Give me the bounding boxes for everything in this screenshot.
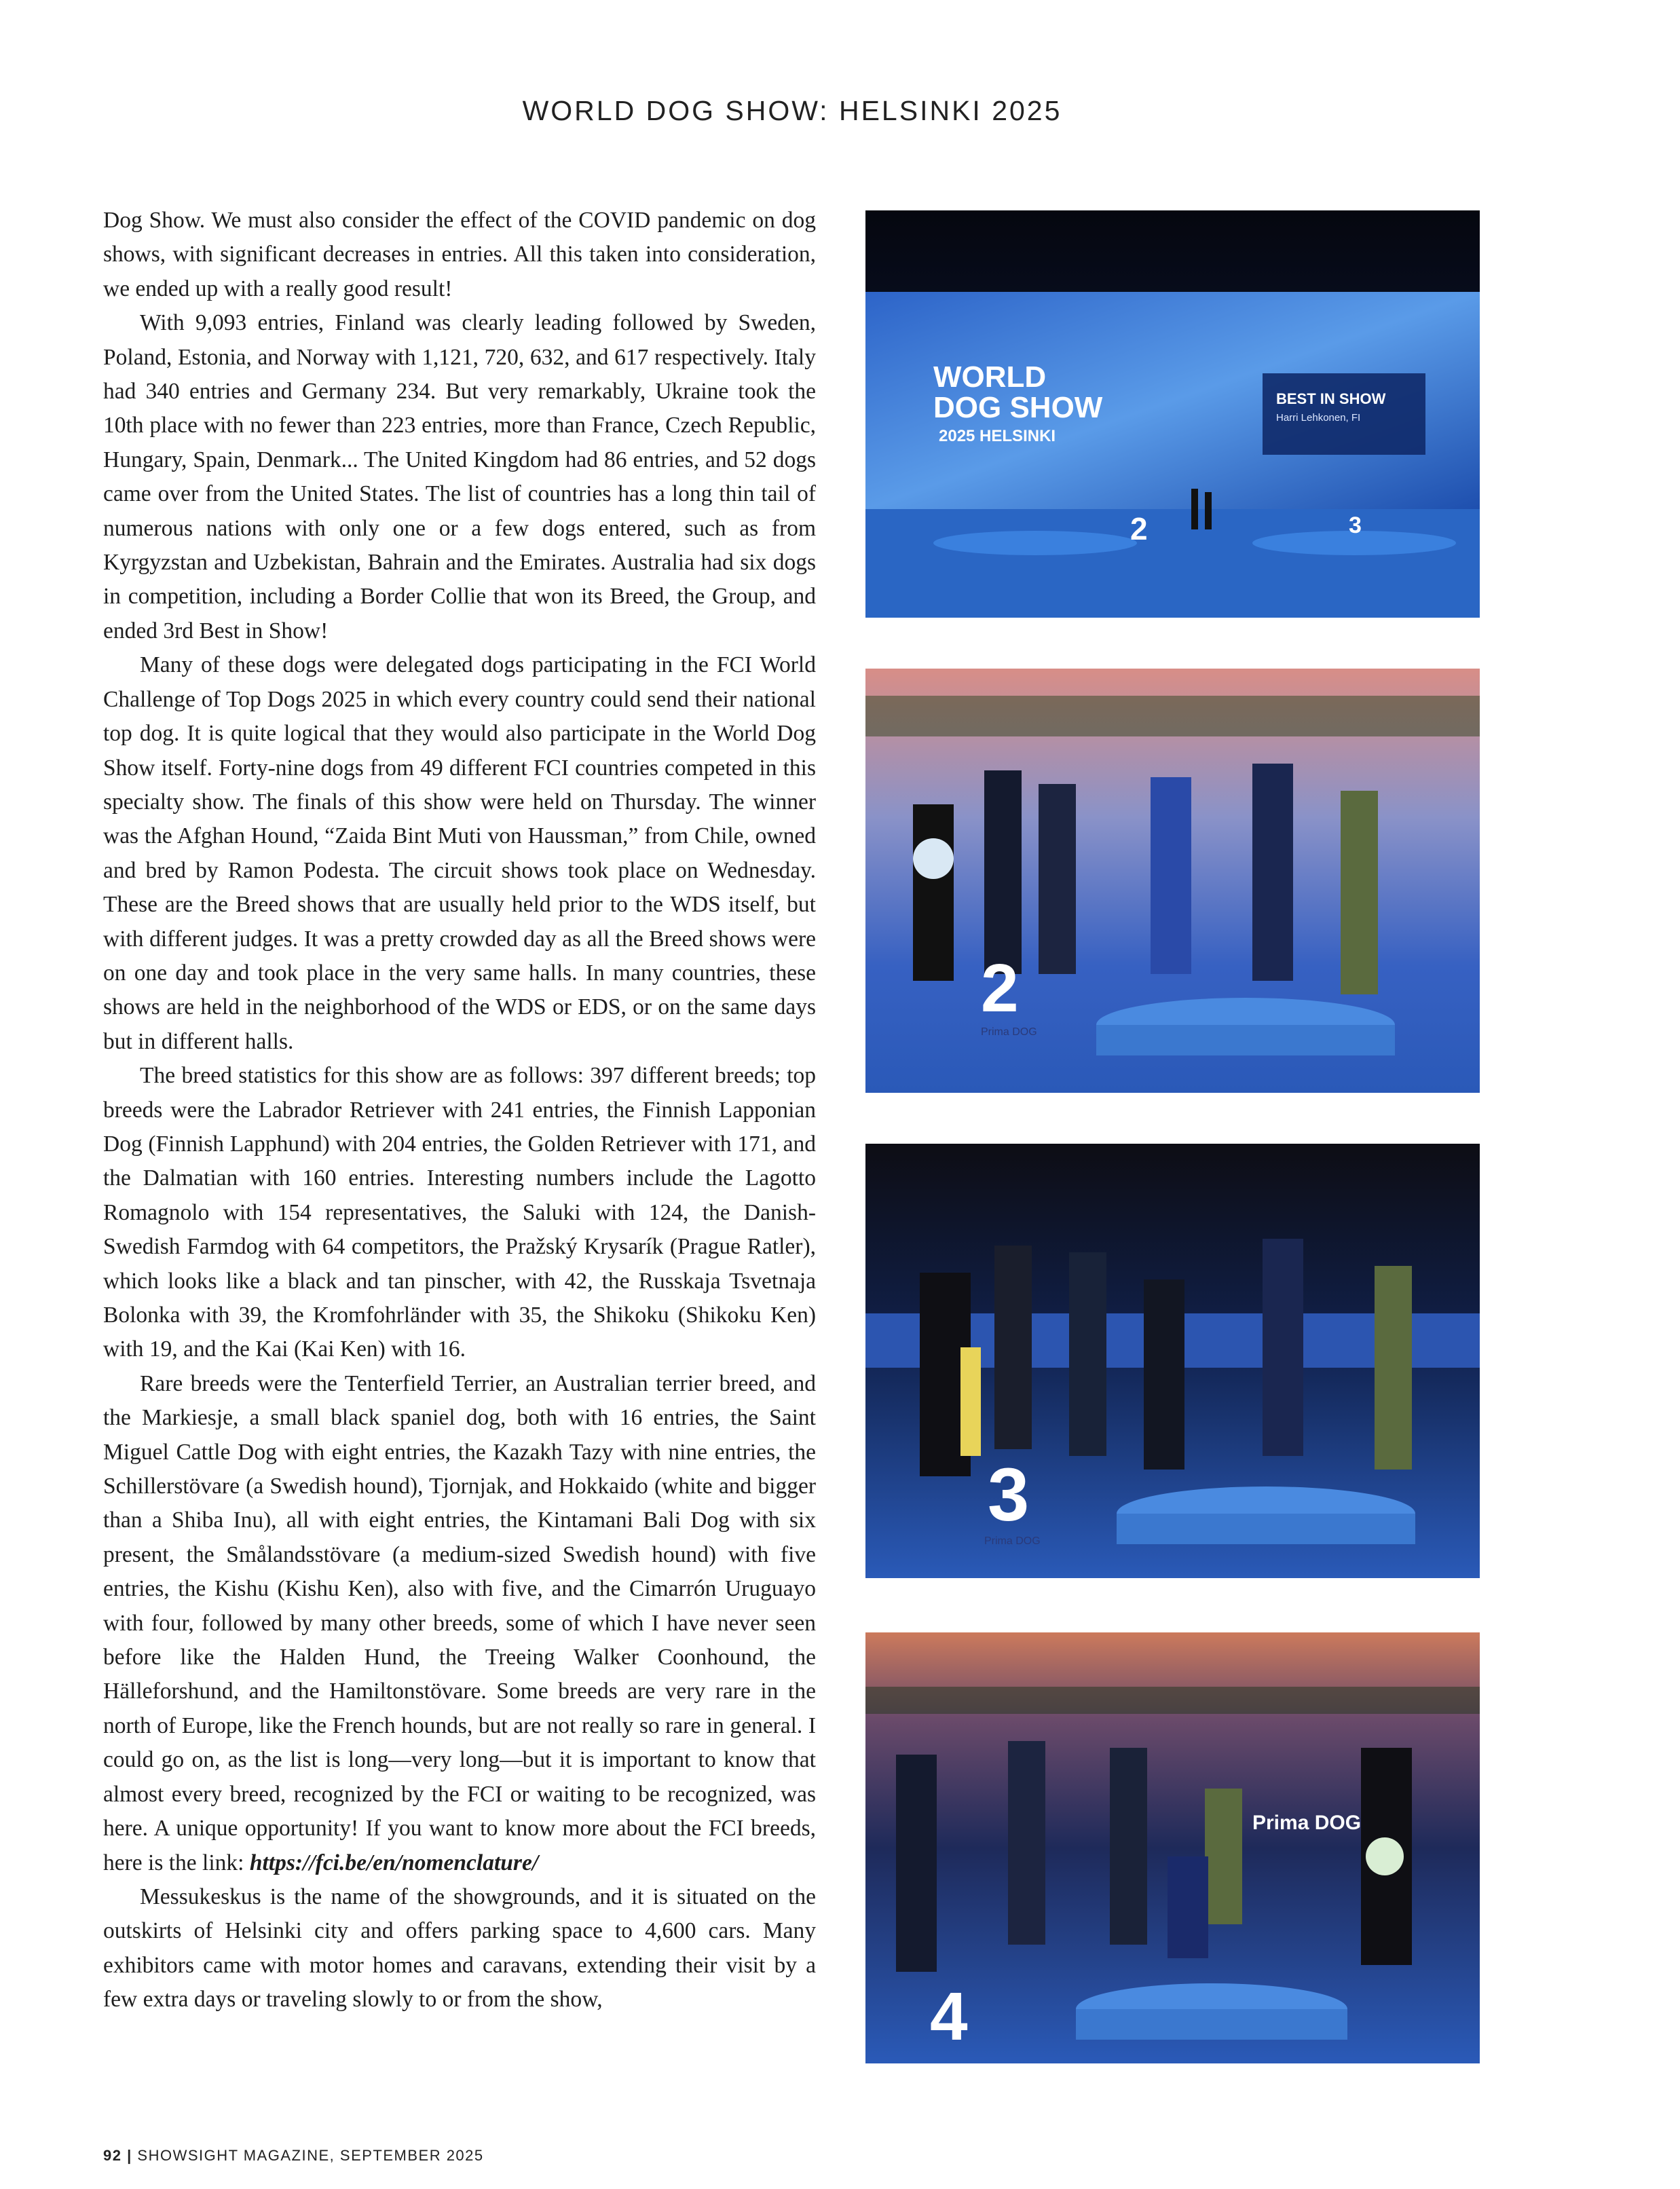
footer-separator: | (127, 2147, 132, 2164)
photo-group-podium-4 (865, 1632, 1480, 2063)
link-prefix: link: (202, 1850, 244, 1875)
paragraph-1: Dog Show. We must also consider the effect of the COVID pandemic on dog shows, with significant decreases in entries. All this taken into consideration, we ended up with a really good result! (103, 208, 816, 301)
paragraph-5-text: Rare breeds were the Tenterfield Terrier, an Australian terrier breed, and the Markiesje, a small black spaniel dog, both with 16 entries, the Saint Miguel Cattle Dog with eight entries, the Kazakh Tazy with nine entries, the Schillerstövare (a Swedish hound), Tjornjak, and Hokkaido (white and bigger than a Shiba Inu), all with eight entries, the Kintamani Bali Dog with six present, the Smålandsstövare (a medium-sized Swedish hound) with five entries, the Kishu (Kishu Ken), also with five, and the Cimarrón Uruguayo with four, followed by many other breeds, some of which I have never seen before like the Halden Hund, the Treeing Walker Coonhound, the Hälleforshund, and the Hamiltonstövare. Some breeds are very rare in the north of Europe, like the French hounds, but are not really so rare in general. I could go on, as the list is long—very long—but it is important to know that almost every breed, recognized by the FCI or waiting to be recognized, was here. A unique opportunity! If you want to know more about the FCI breeds, here is the (103, 1370, 816, 1875)
article-body (103, 204, 816, 2017)
brand-label-2: Prima DOG (981, 1026, 1037, 1038)
podium-3-number: 3 (988, 1453, 1030, 1537)
screen-line-3: 2025 HELSINKI (939, 427, 1056, 445)
photo-group-podium-2 (865, 669, 1480, 1093)
paragraph-2: With 9,093 entries, Finland was clearly leading followed by Sweden, Poland, Estonia, and Norway with 1,121, 720, 632, and 617 respectively. Italy had 340 entries and Germany 234. But very remarkably, Ukraine took the 10th place with no fewer than 223 entries, more than France, Czech Republic, Hungary, Spain, Denmark... The United Kingdom had 86 entries, and 52 dogs came over from the United States. The list of countries has a long thin tail of numerous nations with only one or a few dogs entered, such as from Kyrgyzstan and Uzbekistan, Bahrain and the Emirates. Australia had six dogs in competition, including a Border Collie that won its Breed, the Group, and ended 3rd Best in Show! (103, 310, 816, 643)
photo-stage-screen (865, 210, 1480, 618)
bis-title: BEST IN SHOW (1276, 390, 1386, 407)
page-number: 92 (103, 2147, 122, 2164)
podium-2-label: 2 (1130, 511, 1148, 546)
paragraph-6: Messukeskus is the name of the showgrounds, and it is situated on the outskirts of Helsinki city and offers parking space to 4,600 cars. Many exhibitors came with motor homes and caravans, extending their visit by a few extra days or traveling slowly to or from the show, (103, 1884, 816, 2013)
page-footer (103, 2147, 484, 2165)
paragraph-3: Many of these dogs were delegated dogs participating in the FCI World Challenge of Top Dogs 2025 in which every country could send their national top dog. It is quite logical that they would also participate in the World Dog Show itself. Forty-nine dogs from 49 different FCI countries competed in this specialty show. The finals of this show were held on Thursday. The winner was the Afghan Hound, “Zaida Bint Muti von Haussman,” from Chile, owned and bred by Ramon Podesta. The circuit shows took place on Wednesday. These are the Breed shows that are usually held prior to the WDS itself, but with different judges. It was a pretty crowded day as all the Breed shows were on one day and took place in the very same halls. In many countries, these shows are held in the neighborhood of the WDS or EDS, or on the same days but in different halls. (103, 652, 816, 1054)
podium-2-number: 2 (981, 950, 1019, 1026)
paragraph-4: The breed statistics for this show are as follows: 397 different breeds; top breeds were the Labrador Retriever with 241 entries, the Finnish Lapponian Dog (Finnish Lapphund) with 204 entries, the Golden Retriever with 171, and the Dalmatian with 160 entries. Interesting numbers include the Lagotto Romagnolo with 154 representatives, the Saluki with 124, the Danish-Swedish Farmdog with 64 competitors, the Pražský Krysarík (Prague Ratler), which looks like a black and tan pinscher, with 42, the Russkaja Tsvetnaja Bolonka with 39, the Kromfohrländer with 35, the Shikoku (Shikoku Ken) with 19, and the Kai (Kai Ken) with 16. (103, 1063, 816, 1362)
brand-label-3: Prima DOG (984, 1535, 1041, 1547)
brand-label-4: Prima DOG (1252, 1812, 1362, 1834)
publication-name: SHOWSIGHT MAGAZINE, SEPTEMBER 2025 (137, 2147, 484, 2164)
podium-3-label: 3 (1349, 512, 1362, 538)
paragraph-5 (103, 1367, 816, 1880)
bis-name: Harri Lehkonen, FI (1276, 412, 1361, 424)
podium-4-number: 4 (930, 1979, 968, 2055)
page-header: WORLD DOG SHOW: HELSINKI 2025 (522, 95, 1062, 126)
photo-group-podium-3 (865, 1144, 1480, 1578)
screen-line-1: WORLD (933, 360, 1047, 394)
fci-nomenclature-link[interactable]: https://fci.be/en/nomenclature/ (249, 1850, 539, 1875)
screen-line-2: DOG SHOW (933, 391, 1103, 424)
